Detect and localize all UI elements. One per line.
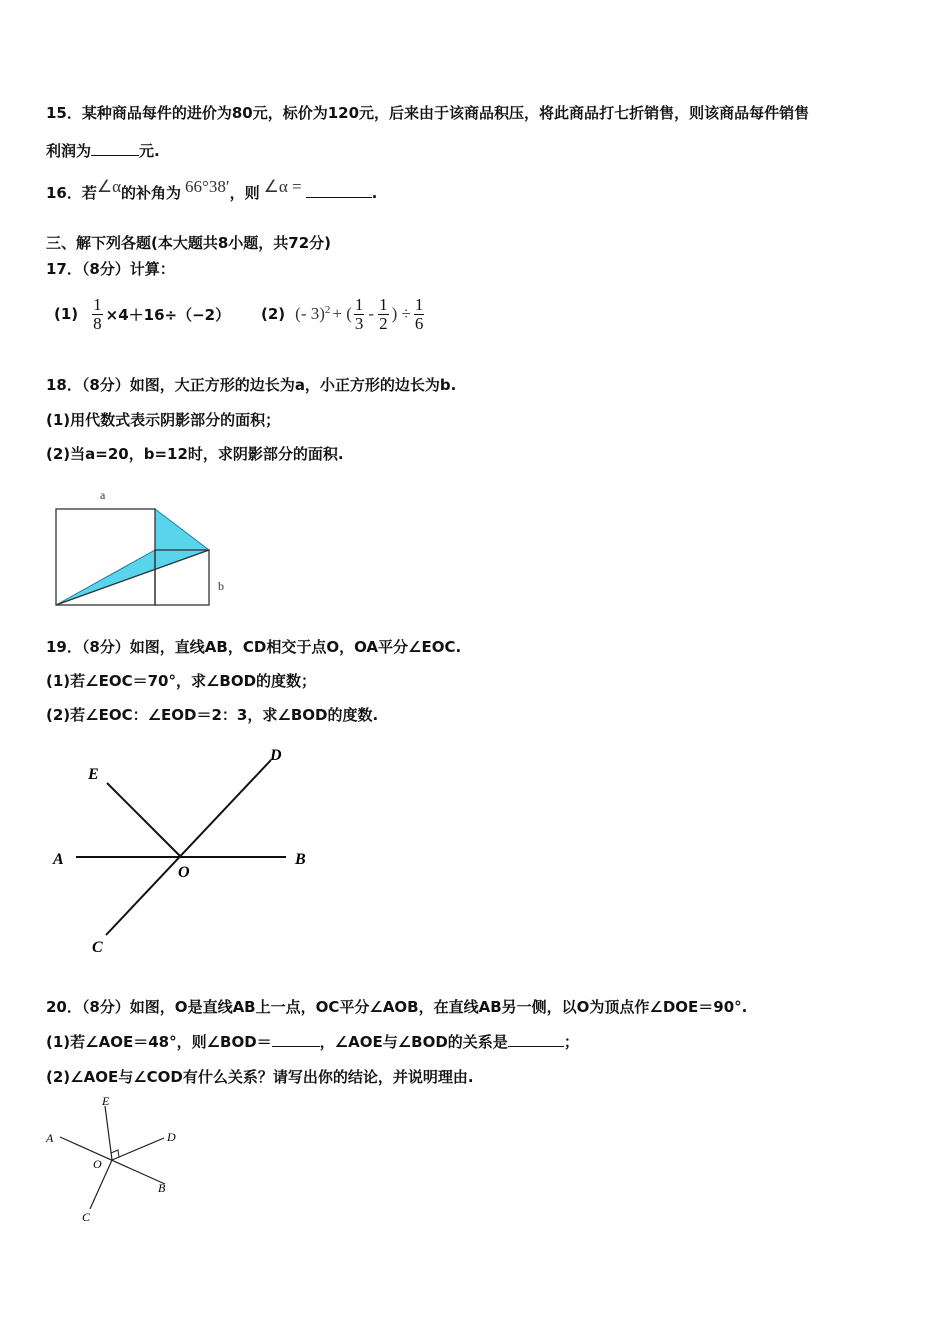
q17-p2-f3-den: 6 [414, 313, 424, 333]
q19-sub2: (2)若∠EOC：∠EOD＝2：3，求∠BOD的度数. [46, 706, 379, 724]
q17-p2-fraction-1 [354, 296, 365, 333]
q17-p2-f1-num: 1 [354, 294, 364, 314]
q16-value: 66°38′ [185, 177, 230, 196]
q18-shaded-region [155, 509, 209, 550]
q20-sub2: (2)∠AOE与∠COD有什么关系？请写出你的结论，并说明理由. [46, 1068, 474, 1086]
q17-part2 [261, 292, 424, 336]
q18-label-b: b [218, 579, 224, 593]
q16-then: ，则 [229, 184, 260, 202]
q20-label-C: C [82, 1210, 91, 1224]
q15-line2 [46, 140, 160, 161]
q20-ray-oe [105, 1106, 112, 1160]
q20-title: 20．（8分）如图，O是直线AB上一点，OC平分∠AOB，在直线AB另一侧，以O为顶点作∠DOE＝90°. [46, 998, 748, 1016]
q17-p2-exp: 2 [324, 304, 331, 316]
q17-p1-rest: ×4＋16÷（−2） [105, 305, 231, 324]
q17-title: 17．（8分）计算： [46, 260, 175, 278]
q19-label-O: O [178, 864, 190, 881]
q17-p1-label: (1) [54, 305, 79, 323]
q17-p2-f2-den: 2 [379, 313, 388, 333]
q16-prefix: 16．若 [46, 184, 97, 202]
q20-blank-relation[interactable] [508, 1032, 564, 1047]
q19-label-B: B [295, 851, 306, 868]
q18-title: 18．（8分）如图，大正方形的边长为a，小正方形的边长为b. [46, 376, 457, 394]
q17-p2-f3-num: 1 [414, 294, 424, 314]
q19-sub1: (1)若∠EOC＝70°，求∠BOD的度数； [46, 672, 317, 690]
q18-large-square [56, 509, 155, 605]
q17-p2-close: ) ÷ [391, 304, 411, 323]
q18-label-a: a [100, 488, 106, 502]
q20-sub1-a: (1)若∠AOE＝48°，则∠BOD＝ [46, 1033, 272, 1051]
q17-p2-fraction-3 [414, 296, 425, 333]
q18-sub1: (1)用代数式表示阴影部分的面积； [46, 411, 281, 429]
q16-answer-blank[interactable] [306, 183, 372, 198]
q20-label-B: B [158, 1181, 166, 1195]
q19-line-cd [106, 760, 271, 935]
q15-line1: 15．某种商品每件的进价为80元，标价为120元，后来由于该商品积压，将此商品打七折销售，则该商品每件销售 [46, 104, 810, 122]
q17-p1-frac-den: 8 [93, 313, 102, 333]
q19-label-A: A [53, 851, 64, 868]
q20-label-A: A [46, 1131, 54, 1145]
q20-sub1 [46, 1031, 579, 1052]
q20-sub1-b: ，∠AOE与∠BOD的关系是 [319, 1033, 508, 1051]
q18-figure [46, 482, 246, 612]
q17-p2-fraction-2 [378, 296, 389, 333]
q16-end: . [371, 184, 378, 202]
q18-sub2: (2)当a=20，b=12时，求阴影部分的面积. [46, 445, 344, 463]
q16-line [46, 177, 378, 203]
q17-p2-base: (- 3) [295, 304, 325, 323]
section3-title: 三、解下列各题(本大题共8小题，共72分) [46, 234, 332, 252]
q15-line2-prefix: 利润为 [46, 142, 92, 160]
q20-ray-od [112, 1138, 164, 1160]
q20-blank-bod[interactable] [272, 1032, 320, 1047]
q19-ray-oe [107, 783, 181, 857]
q19-label-C: C [92, 939, 103, 956]
q20-right-angle-mark [111, 1150, 119, 1157]
q19-figure [46, 740, 326, 960]
q20-label-O: O [93, 1157, 102, 1171]
q20-label-E: E [102, 1094, 110, 1108]
q20-figure [40, 1092, 200, 1232]
q16-angle-eq: ∠α = [263, 177, 302, 196]
q15-line2-suffix: 元. [139, 142, 160, 160]
q16-angle-alpha: ∠α [96, 177, 122, 196]
q17-p2-plus: + ( [332, 304, 352, 323]
q19-label-D: D [270, 747, 282, 764]
q17-p2-f2-num: 1 [379, 294, 388, 314]
q18-diagonal [56, 550, 209, 605]
q17-part1 [54, 292, 230, 336]
q19-title: 19．（8分）如图，直线AB，CD相交于点O，OA平分∠EOC. [46, 638, 462, 656]
q20-sub1-c: ； [563, 1033, 579, 1051]
q15-answer-blank[interactable] [91, 141, 139, 156]
q20-label-D: D [167, 1130, 176, 1144]
q17-p1-fraction [92, 296, 103, 333]
q17-p2-f1-den: 3 [354, 313, 364, 333]
q16-mid: 的补角为 [121, 184, 182, 202]
q17-p2-minus: - [368, 304, 375, 323]
q17-p1-frac-num: 1 [93, 294, 102, 314]
q19-label-E: E [88, 766, 99, 783]
q17-p2-label: (2) [261, 305, 286, 323]
